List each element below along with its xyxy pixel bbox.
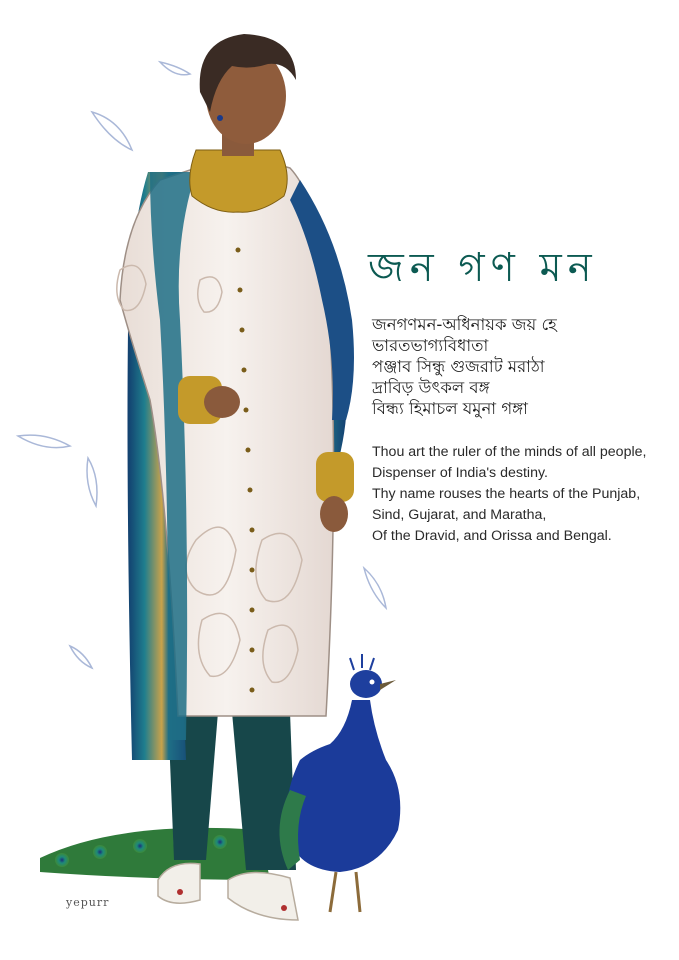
english-line: Dispenser of India's destiny.	[372, 465, 548, 481]
bengali-line: জনগণমন-অধিনায়ক জয় হে	[372, 315, 557, 334]
poem-title: জন গণ মন	[368, 245, 598, 291]
bengali-line: বিন্ধ্য হিমাচল যমুনা গঙ্গা	[372, 399, 528, 418]
english-line: Sind, Gujarat, and Maratha,	[372, 507, 547, 523]
bengali-line: পঞ্জাব সিন্ধু গুজরাট মরাঠা	[372, 357, 545, 376]
bengali-line: দ্রাবিড় উৎকল বঙ্গ	[372, 378, 490, 397]
gold-collar	[190, 150, 287, 212]
earring	[217, 115, 223, 121]
bengali-line: ভারতভাগ্যবিধাতা	[372, 336, 489, 355]
right-cuff	[316, 452, 354, 502]
bengali-lyrics	[372, 314, 557, 419]
artist-signature: yepurr	[66, 896, 110, 909]
peacock-tail	[40, 828, 270, 880]
right-hand	[320, 496, 348, 532]
english-line: Thy name rouses the hearts of the Punjab,	[372, 486, 641, 502]
english-line: Of the Dravid, and Orissa and Bengal.	[372, 528, 612, 544]
english-line: Thou art the ruler of the minds of all people,	[372, 444, 647, 460]
left-hand	[204, 386, 240, 418]
english-translation	[372, 442, 646, 547]
